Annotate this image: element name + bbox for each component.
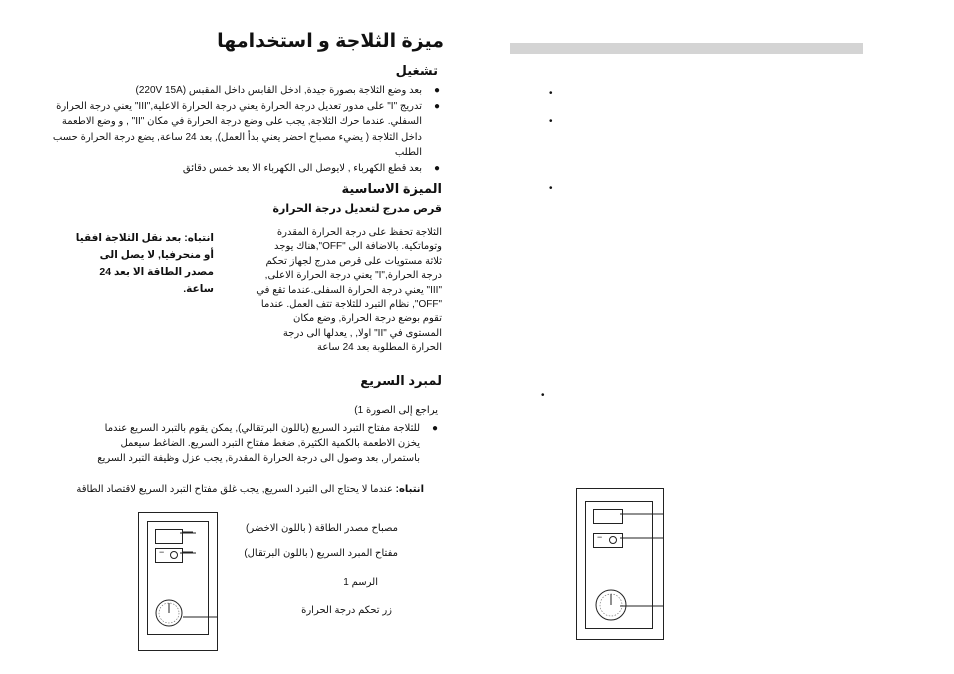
thermostat-paragraph: الثلاجة تحفظ على درجة الحرارة المقدرة وتوماتكية. بالاضافة الى "OFF",هناك يوجد ثلاثة مستويات على قرص مدرج لجهاز تحكم درجة الحرارة,"I" يعني درجة الحرارة الاعلى, "III" يعني درجة الحرارة السفلى.عندما تقع في "OFF", نظام التبرد للثلاجة تتف العمل. عندما تقوم بوضع درجة الحرارة, وضع مكان المستوى في "II" اولا, , يعدلها الى درجة الحرارة المطلوبة بعد 24 ساعة xyxy=(256,227,442,354)
power-lamp xyxy=(593,509,623,524)
note-label: انتباه: xyxy=(395,484,424,495)
bullet-icon: ● xyxy=(433,162,440,174)
header-bar xyxy=(510,43,863,54)
quick-cool-item xyxy=(80,421,438,466)
quick-cool-text: للثلاجة مفتاح التبرد السريع (باللون البرتقالي), يمكن يقوم بالتبرد السريع عندما يخزن الاطعمة بالكمية الكثيرة, ضغط مفتاح التبرد السريع. الضاغط سيعمل باستمرار, بعد وصول الى درجة الحرارة المقدرة, يجب عزل وظيفة التبرد السريع xyxy=(97,423,420,464)
bullet-icon: ● xyxy=(431,423,438,434)
label-power-lamp: مصباح مصدر الطاقة ( باللون الاخضر) xyxy=(246,523,398,534)
caution-note: انتباه: بعد نقل الثلاجة افقيا أو منحرفيا, لا يصل الى مصدر الطاقة الا بعد 24 ساعة. xyxy=(75,232,214,295)
bullet-icon: • xyxy=(541,390,545,401)
operation-heading: تشغيل xyxy=(395,63,438,78)
circle-icon xyxy=(609,536,617,544)
minus-icon: − xyxy=(159,547,165,557)
operation-item-text: بعد وضع الثلاجة بصورة جيدة, ادخل القابس داخل المقبس (220V 15A) xyxy=(135,85,422,96)
operation-item-text: تدريج "I" على مدور تعديل درجة الحرارة يعني درجة الحرارة الاعلية,"III" يعني درجة الحرارة السفلي. عندما حرك الثلاجة, يجب على وضع درجة الحرارة في مكان "II" , و وضع الاطعمة داخل الثلاجة ( يضيء مصباح احضر يعني بدأ العمل), بعد 24 ساعة, يضع درجة الحرارة حسب الطلب xyxy=(52,100,422,158)
bullet-icon: • xyxy=(549,116,553,127)
operation-list xyxy=(50,83,440,176)
bullet-icon: • xyxy=(549,88,553,99)
bullet-icon: ● xyxy=(433,100,440,112)
operation-item-text: بعد قطع الكهرباء , لايوصل الى الكهرباء الا بعد خمس دقائق xyxy=(182,162,422,174)
diagram-leader-lines xyxy=(183,528,223,628)
operation-item xyxy=(50,161,440,177)
label-figure: الرسم 1 xyxy=(343,577,378,588)
minus-icon: − xyxy=(597,532,603,542)
operation-item xyxy=(50,83,440,99)
note-text: عندما لا يحتاج الى التبرد السريع, يجب غلق مفتاح التبرد السريع لاقتصاد الطاقة xyxy=(76,484,396,495)
page-title: ميزة الثلاجة و استخدامها xyxy=(217,31,444,52)
diagram-leader-lines xyxy=(620,506,668,616)
thermostat-heading: قرص مدرج لتعديل درجة الحرارة xyxy=(272,203,442,215)
bullet-icon: • xyxy=(549,183,553,194)
label-thermostat: زر تحكم درجة الحرارة xyxy=(301,605,392,616)
quick-cool-switch xyxy=(593,533,623,548)
features-heading: الميزة الاساسية xyxy=(341,181,442,196)
quick-cool-note xyxy=(34,482,424,497)
quick-cool-heading: لمبرد السريع xyxy=(360,373,442,388)
bullet-icon: ● xyxy=(433,85,440,96)
label-quick-switch: مفتاح المبرد السريع ( باللون البرتقال) xyxy=(244,548,398,559)
operation-item xyxy=(50,99,440,161)
figure-reference: يراجع إلى الصورة 1) xyxy=(354,405,438,416)
